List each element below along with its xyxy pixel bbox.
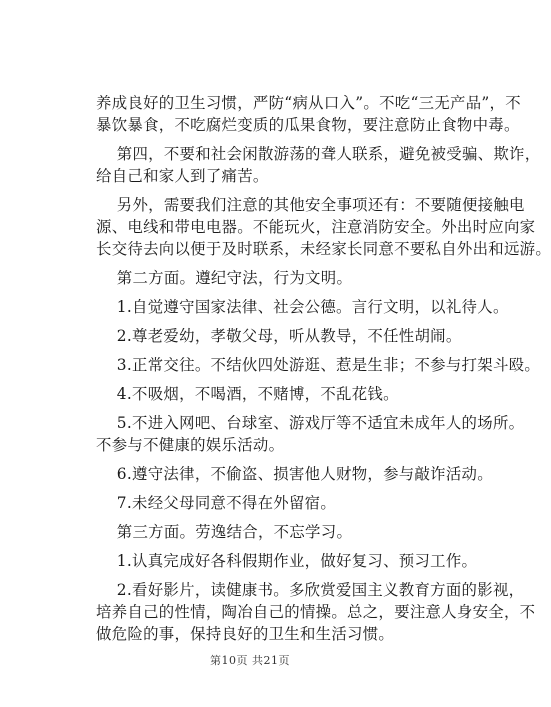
paragraph-gap [96, 347, 442, 354]
paragraph-gap [96, 289, 442, 296]
text-line: 2.尊老爱幼，孝敬父母，听从教导，不任性胡闹。 [96, 327, 462, 345]
text-line: 3.正常交往。不结伙四处游逛、惹是生非；不参与打架斗殴。 [96, 356, 541, 374]
paragraph-gap [96, 260, 442, 267]
paragraph [96, 412, 525, 456]
text-line: 1.认真完成好各科假期作业，做好复习、预习工作。 [96, 552, 478, 570]
paragraph [96, 492, 442, 514]
paragraph [96, 550, 478, 572]
text-line: 第四，不要和社会闲散游荡的聋人联系，避免被受骗、欺诈， [96, 145, 541, 163]
text-line: 做危险的事，保持良好的卫生和生活习惯。 [96, 625, 395, 643]
text-line: 2.看好影片，读健康书。多欣赏爱国主义教育方面的影视， [96, 581, 525, 599]
paragraph-gap [96, 456, 442, 463]
text-line: 4.不吸烟，不喝酒，不赌博，不乱花钱。 [96, 385, 399, 403]
paragraph-gap [96, 187, 442, 194]
text-line: 另外，需要我们注意的其他安全事项还有：不要随便接触电 [96, 196, 525, 214]
paragraph [96, 521, 442, 543]
text-line: 6.遵守法律，不偷盗、损害他人财物，参与敲诈活动。 [96, 465, 493, 483]
text-line: 1.自觉遵守国家法律、社会公德。言行文明，以礼待人。 [96, 298, 509, 316]
paragraph [96, 296, 509, 318]
paragraph [96, 92, 521, 136]
paragraph-gap [96, 376, 442, 383]
text-line: 7.未经父母同意不得在外留宿。 [96, 494, 337, 512]
text-line: 第二方面。遵纪守法，行为文明。 [96, 269, 353, 287]
paragraph [96, 325, 462, 347]
paragraph-gap [96, 136, 442, 143]
paragraph [96, 194, 551, 260]
paragraph-gap [96, 543, 442, 550]
text-line: 源、电线和带电电器。不能玩火，注意消防安全。外出时应向家 [96, 218, 536, 236]
paragraph [96, 267, 442, 289]
text-line: 暴饮暴食，不吃腐烂变质的瓜果食物，要注意防止食物中毒。 [96, 116, 520, 134]
paragraph-gap [96, 514, 442, 521]
paragraph [96, 383, 442, 405]
text-line: 给自己和家人到了痛苦。 [96, 167, 269, 185]
text-line: 5.不进入网吧、台球室、游戏厅等不适宜未成年人的场所。 [96, 414, 525, 432]
paragraph [96, 354, 541, 376]
paragraph [96, 579, 536, 645]
paragraph-gap [96, 405, 442, 412]
document-body [96, 92, 551, 645]
paragraph-gap [96, 485, 442, 492]
text-line: 不参与不健康的娱乐活动。 [96, 436, 285, 454]
text-line: 养成良好的卫生习惯，严防“病从口入”。不吃“三无产品”，不 [96, 94, 521, 112]
text-line: 第三方面。劳逸结合，不忘学习。 [96, 523, 353, 541]
paragraph [96, 143, 541, 187]
text-line: 培养自己的性情，陶冶自己的情操。总之，要注意人身安全，不 [96, 603, 536, 621]
paragraph-gap [96, 318, 442, 325]
page-footer: 第10页 共21页 [210, 654, 290, 667]
text-line: 长交待去向以便于及时联系，未经家长同意不要私自外出和远游。 [96, 240, 551, 258]
paragraph-gap [96, 572, 442, 579]
paragraph [96, 463, 493, 485]
